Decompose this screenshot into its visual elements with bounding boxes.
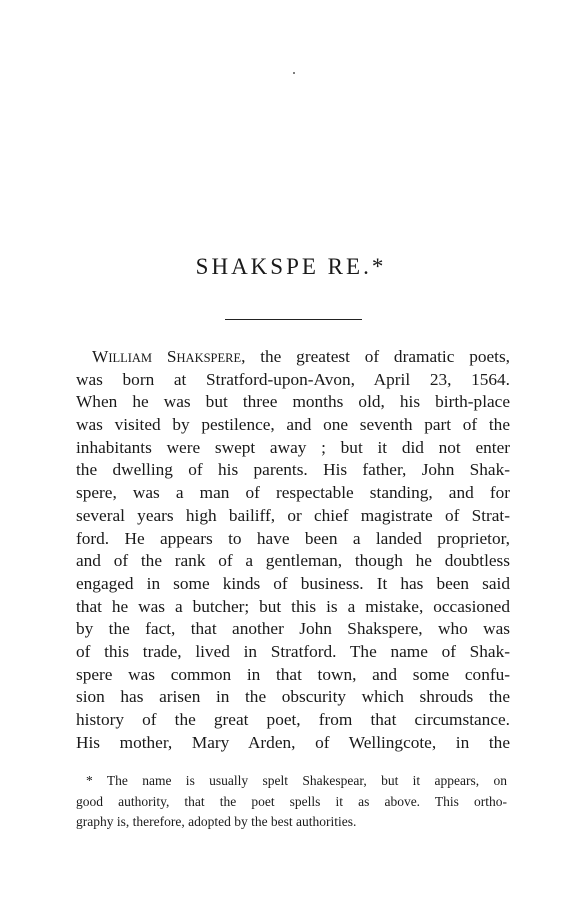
body-line-7: spere, was a man of respectable standing, and for [76, 483, 510, 503]
body-line-3: When he was but three months old, his birth-place [76, 392, 510, 412]
body-line-9: ford. He appears to have been a landed proprietor, [76, 528, 510, 548]
footnote [76, 771, 507, 833]
name-initial-s: S [166, 347, 177, 366]
name-smallcaps-hakspere: HAKSPERE [176, 351, 242, 365]
name-smallcaps-illiam: ILLIAM [108, 351, 153, 365]
printing-speck [293, 72, 295, 74]
footnote-line-2: good authority, that the poet spells it as above. This ortho- [76, 793, 507, 809]
body-line-1-rest: , the greatest of dramatic poets, [241, 347, 510, 366]
body-line-17: history of the great poet, from that circumstance. [76, 710, 510, 729]
body-line-13: by the fact, that another John Shakspere, who was [76, 619, 510, 639]
body-line-5: inhabitants were swept away ; but it did not enter [76, 437, 510, 457]
body-line-2: was born at Stratford-upon-Avon, April 23, 1564. [76, 369, 510, 389]
body-line-10: and of the rank of a gentleman, though he doubtless [76, 551, 510, 571]
body-line-15: spere was common in that town, and some confu- [76, 664, 510, 684]
body-line-11: engaged in some kinds of business. It has been said [76, 573, 510, 593]
body-line-8: several years high bailiff, or chief magistrate of Strat- [76, 505, 510, 525]
body-line-18: His mother, Mary Arden, of Wellingcote, in the [76, 732, 510, 752]
body-line-1 [76, 346, 510, 369]
body-paragraph [76, 346, 510, 754]
name-initial-w: W [92, 347, 109, 366]
body-line-14: of this trade, lived in Stratford. The name of Shak- [76, 641, 510, 661]
body-line-16: sion has arisen in the obscurity which shrouds the [76, 687, 510, 707]
title-rule-divider [225, 319, 362, 320]
body-line-6: the dwelling of his parents. His father, John Shak- [76, 460, 510, 480]
footnote-line-1: * The name is usually spelt Shakespear, but it appears, on [86, 773, 507, 788]
chapter-title: SHAKSPE RE.* [195, 254, 387, 279]
footnote-line-3: graphy is, therefore, adopted by the best authorities. [76, 814, 357, 829]
body-line-12: that he was a butcher; but this is a mistake, occasioned [76, 596, 510, 616]
body-line-4: was visited by pestilence, and one seventh part of the [76, 415, 510, 435]
